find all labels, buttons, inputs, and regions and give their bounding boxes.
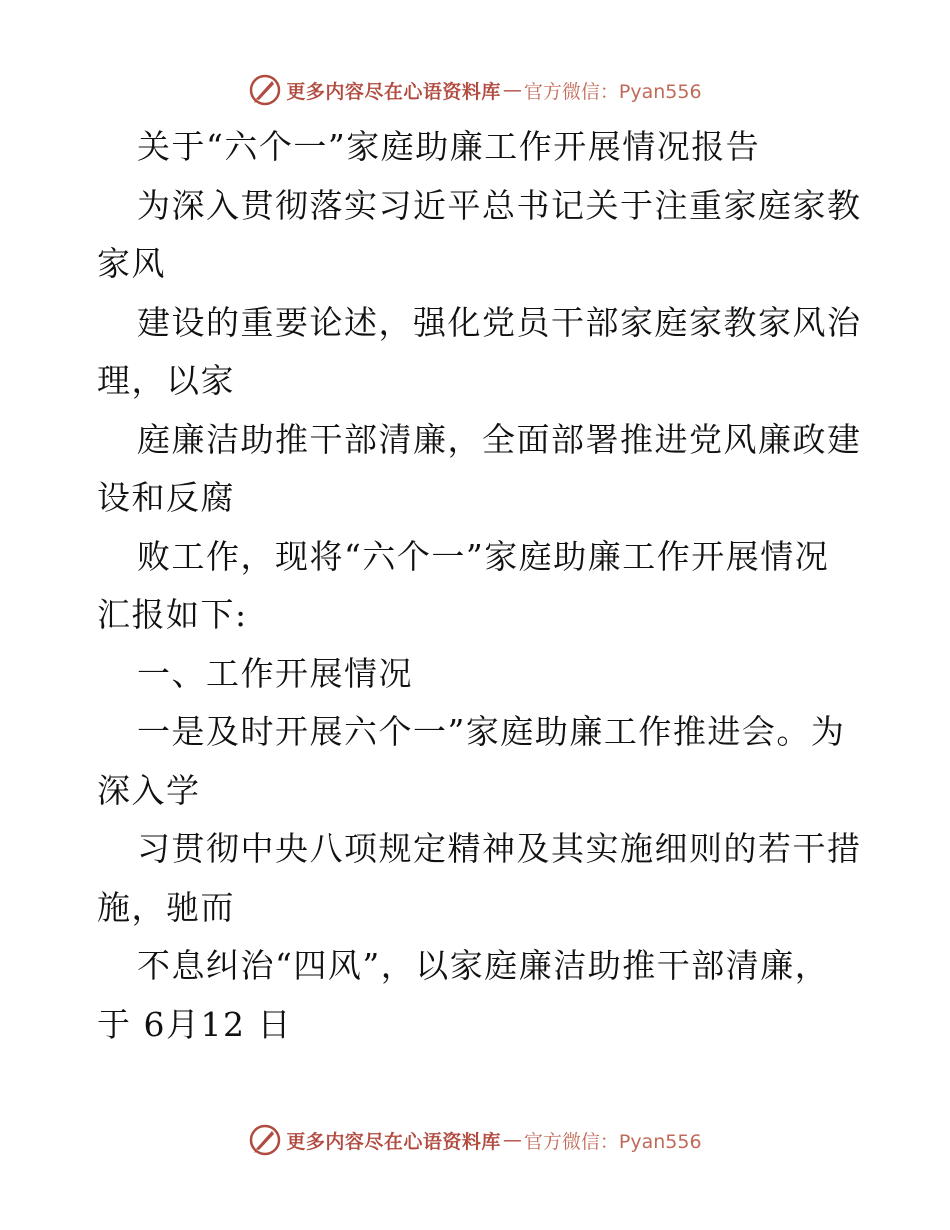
section-heading: 一、工作开展情况 [137,653,413,693]
paragraph-line: 败工作，现将“六个一”家庭助廉工作开展情况 [137,536,830,576]
header-watermark [0,70,950,110]
paragraph-line: 习贯彻中央八项规定精神及其实施细则的若干措 [137,829,862,868]
paragraph-line: 施，驰而 [97,887,235,927]
footer-watermark [0,1120,950,1160]
paragraph-line: 家风 [97,244,166,283]
quill-pen-logo-icon [248,73,282,107]
paragraph-line: 理，以家 [97,361,235,400]
paragraph-line: 汇报如下: [97,595,248,634]
paragraph-line: 建设的重要论述，强化党员干部家庭家教家风治 [137,302,862,342]
footer-separator: — [502,1129,522,1151]
paragraph-line: 庭廉洁助推干部清廉，全面部署推进党风廉政建 [137,419,862,459]
paragraph-line: 不息纠治“四风”，以家庭廉洁助推干部清廉， [137,946,830,985]
paragraph-line: 一是及时开展六个一”家庭助廉工作推进会。为 [137,712,846,751]
document-body [97,118,862,1054]
header-separator: — [502,79,522,101]
footer-brand-text: 更多内容尽在心语资料库 [286,1130,501,1153]
header-brand-text: 更多内容尽在心语资料库 [286,80,501,103]
document-title: 关于“六个一”家庭助廉工作开展情况报告 [137,127,761,166]
paragraph-line: 深入学 [97,770,201,810]
paragraph-line: 于 6月12 日 [97,1004,292,1044]
footer-wechat-text: 官方微信：Pyan556 [523,1130,702,1153]
header-wechat-text: 官方微信：Pyan556 [523,80,702,103]
quill-pen-logo-icon [248,1123,282,1157]
paragraph-line: 设和反腐 [97,478,235,517]
paragraph-line: 为深入贯彻落实习近平总书记关于注重家庭家教 [137,185,862,225]
